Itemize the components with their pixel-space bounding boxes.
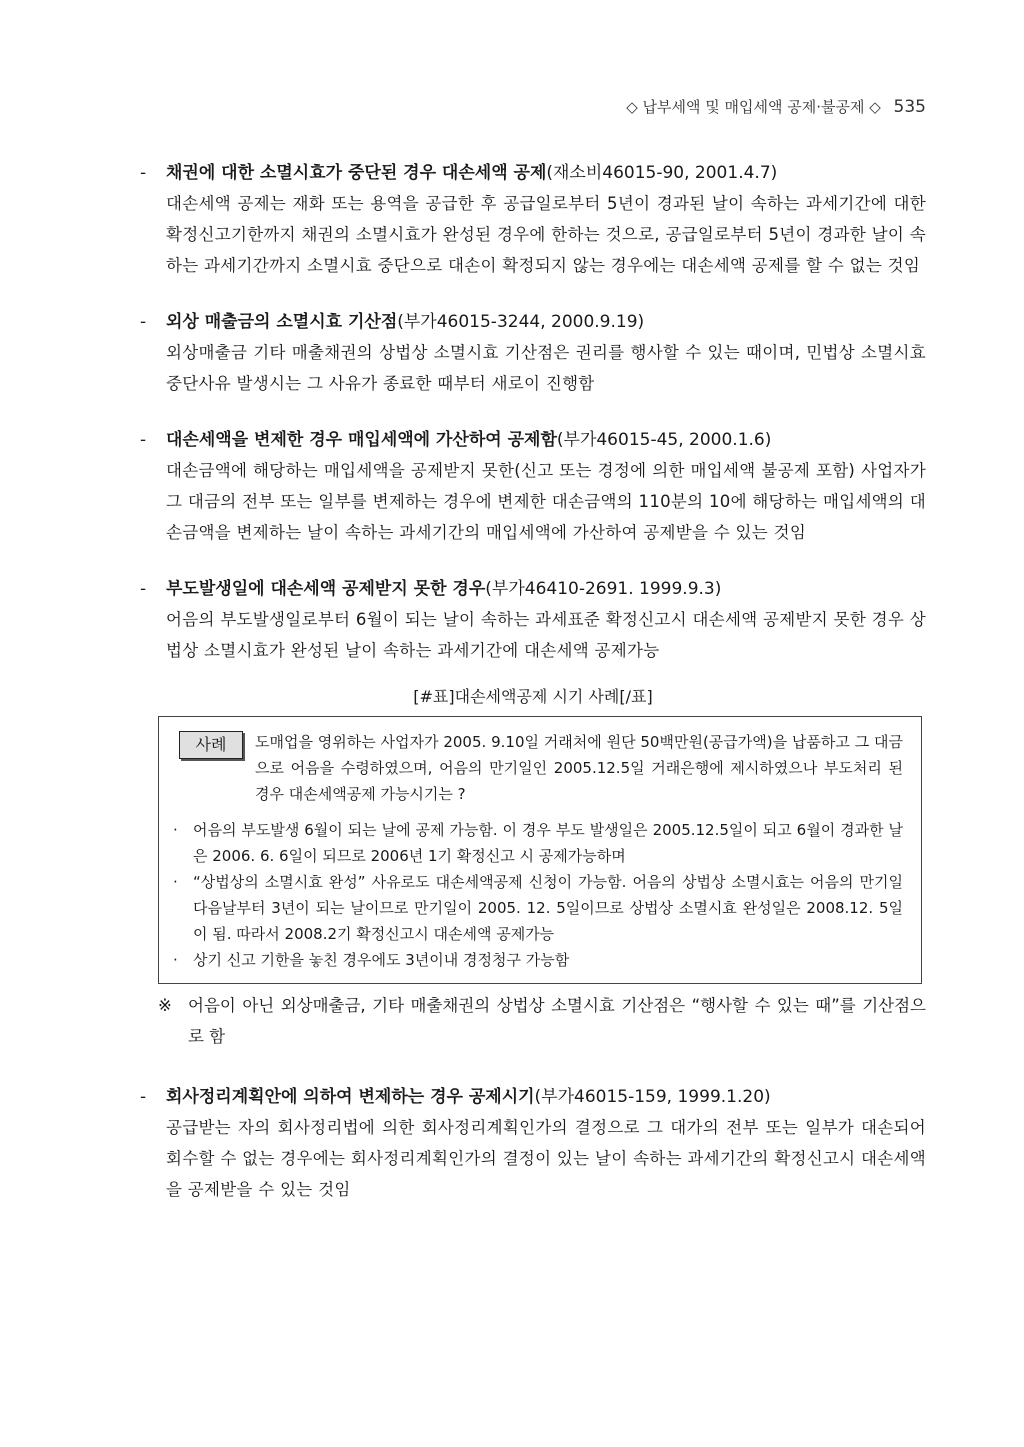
bullet-marker: · [173,873,178,891]
section-heading [140,574,926,604]
section-body: 대손세액 공제는 재화 또는 용역을 공급한 후 공급일로부터 5년이 경과된 날이 속하는 과세기간에 대한 확정신고기한까지 채권의 소멸시효가 완성된 경우에 한하는 것으로, 공급일로부터 5년이 경과한 날이 속하는 과세기간까지 소멸시효 중단으로 대손이 확정되지 않는 경우에는 대손세액 공제를 할 수 없는 것임 [166,194,926,275]
section-heading [140,158,926,188]
running-header [626,96,926,117]
section-title: 대손세액을 변제한 경우 매입세액에 가산하여 공제함 [166,430,557,450]
section-reference: (부가46015-3244, 2000.9.19) [397,312,645,332]
section-body: 대손금액에 해당하는 매입세액을 공제받지 못한(신고 또는 경정에 의한 매입세액 불공제 포함) 사업자가 그 대금의 전부 또는 일부를 변제하는 경우에 변제한 대손금액의 110분의 10에 해당하는 매입세액의 대손금액을 변제하는 날이 속하는 과세기간의 매입세액에 가산하여 공제받을 수 있는 것임 [166,461,926,542]
page-number: 535 [893,97,926,117]
section-dishonor-date [140,574,926,666]
section-reorganization-plan [140,1082,926,1205]
header-title: ◇ 납부세액 및 매입세액 공제·불공제 ◇ [626,98,881,116]
page-content [140,158,926,1231]
section-reference: (부가46410-2691. 1999.9.3) [485,579,722,599]
section-reference: (재소비46015-90, 2001.4.7) [546,163,778,183]
section-reference: (부가46015-159, 1999.1.20) [534,1087,771,1107]
list-item [173,817,903,869]
dash-marker: - [140,579,147,599]
section-repayment-deduction [140,425,926,548]
table-caption: [#표]대손세액공제 시기 사례[/표] [413,687,653,706]
case-example-box [158,716,922,984]
section-reference: (부가46015-45, 2000.1.6) [556,430,772,450]
section-receivable-start-point [140,307,926,399]
case-question-row [173,729,903,807]
list-item-text: 어음의 부도발생 6월이 되는 날에 공제 가능함. 이 경우 부도 발생일은 2005.12.5일이 되고 6월이 경과한 날은 2006. 6. 6일이 되므로 2006년 1기 확정신고 시 공제가능하며 [193,821,903,865]
list-item-text: 상기 신고 기한을 놓친 경우에도 3년이내 경정청구 가능함 [193,951,570,969]
section-heading [140,307,926,337]
section-title: 외상 매출금의 소멸시효 기산점 [166,312,398,332]
case-label-badge: 사례 [179,731,243,759]
section-title: 채권에 대한 소멸시효가 중단된 경우 대손세액 공제 [166,163,547,183]
section-body: 어음의 부도발생일로부터 6월이 되는 날이 속하는 과세표준 확정신고시 대손세액 공제받지 못한 경우 상법상 소멸시효가 완성된 날이 속하는 과세기간에 대손세액 공제가능 [166,610,926,660]
section-body: 공급받는 자의 회사정리법에 의한 회사정리계획인가의 결정으로 그 대가의 전부 또는 일부가 대손되어 회수할 수 없는 경우에는 회사정리계획인가의 결정이 있는 날이 속하는 과세기간의 확정신고시 대손세액을 공제받을 수 있는 것임 [166,1118,926,1199]
list-item [173,869,903,947]
section-body: 외상매출금 기타 매출채권의 상법상 소멸시효 기산점은 권리를 행사할 수 있는 때이며, 민법상 소멸시효 중단사유 발생시는 그 사유가 종료한 때부터 새로이 진행함 [166,343,926,393]
section-title: 회사정리계획안에 의하여 변제하는 경우 공제시기 [166,1087,535,1107]
case-answer-list [173,817,903,973]
list-item-text: “상법상의 소멸시효 완성” 사유로도 대손세액공제 신청이 가능함. 어음의 상법상 소멸시효는 어음의 만기일 다음날부터 3년이 되는 날이므로 만기일이 2005. 12. 5일이므로 상법상 소멸시효 완성일은 2008.12. 5일이 됨. 따라서 2008.2기 확정신고시 대손세액 공제가능 [193,873,903,943]
list-item [173,947,903,973]
section-title: 부도발생일에 대손세액 공제받지 못한 경우 [166,579,486,599]
dash-marker: - [140,312,147,332]
section-bad-debt-interruption [140,158,926,281]
bullet-marker: · [173,951,178,969]
bullet-marker: · [173,821,178,839]
section-heading [140,425,926,455]
footnote [158,990,926,1052]
case-question: 도매업을 영위하는 사업자가 2005. 9.10일 거래처에 원단 50백만원(공급가액)을 납품하고 그 대금으로 어음을 수령하였으며, 어음의 만기일인 2005.12.5일 거래은행에 제시하였으나 부도처리 된 경우 대손세액공제 가능시기는 ? [255,733,903,803]
note-mark: ※ [158,996,172,1015]
dash-marker: - [140,430,147,450]
dash-marker: - [140,1087,147,1107]
dash-marker: - [140,163,147,183]
note-text: 어음이 아닌 외상매출금, 기타 매출채권의 상법상 소멸시효 기산점은 “행사할 수 있는 때”를 기산점으로 함 [188,996,926,1046]
section-heading [140,1082,926,1112]
